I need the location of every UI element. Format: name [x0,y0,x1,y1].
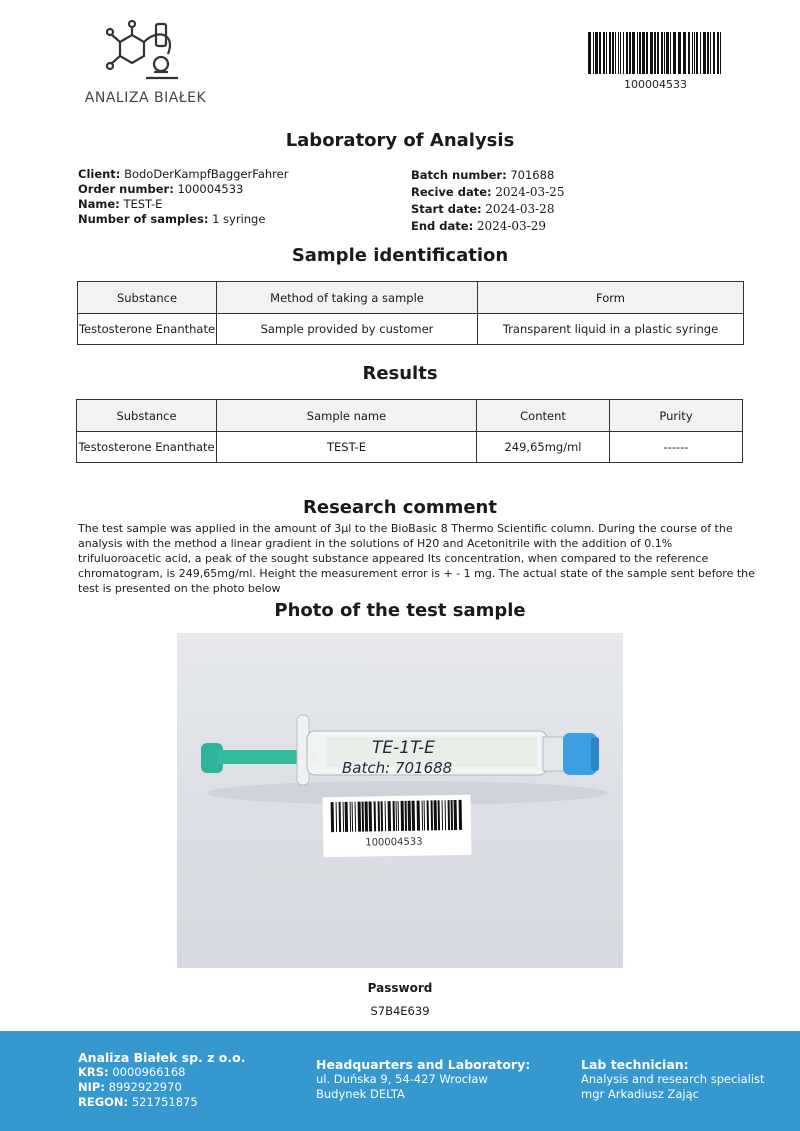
client-value: BodoDerKampfBaggerFahrer [124,167,289,181]
table-header-cell: Purity [610,400,743,432]
receive-date-label: Recive date: [411,185,492,199]
krs-value: 0000966168 [112,1065,186,1079]
syringe-image [177,633,623,968]
barcode-icon [588,32,723,74]
photo-heading: Photo of the test sample [274,600,526,621]
sample-photo [177,633,623,968]
table-row [78,314,744,345]
sample-identification-table [77,281,744,345]
table-header-row [78,282,744,314]
client-label: Client: [78,167,121,181]
table-cell: Testosterone Enanthate [77,432,217,463]
table-cell: 249,65mg/ml [477,432,610,463]
name-value: TEST-E [123,197,163,211]
logo-text: ANALIZA BIAŁEK [84,90,207,106]
batch-info [411,167,564,235]
tech-role: Analysis and research specialist [581,1072,765,1086]
table-header-cell: Substance [77,400,217,432]
headquarters-info [316,1057,530,1102]
batch-label: Batch number: [411,168,507,182]
table-cell: Sample provided by customer [217,314,478,345]
start-date-value: 2024-03-28 [485,202,555,216]
syringe-label-line2: Batch: 701688 [342,759,453,777]
samples-value: 1 syringe [212,212,266,226]
regon-label: REGON: [78,1095,129,1109]
label-barcode-number: 100004533 [365,836,423,849]
hq-address-line1: ul. Duńska 9, 54-427 Wrocław [316,1072,488,1086]
technician-info [581,1057,765,1102]
results-table [76,399,743,463]
nip-value: 8992922970 [108,1080,182,1094]
hq-title: Headquarters and Laboratory: [316,1057,531,1072]
regon-value: 521751875 [131,1095,198,1109]
table-header-row [77,400,743,432]
table-cell: Testosterone Enanthate [78,314,217,345]
name-label: Name: [78,197,120,211]
sample-identification-heading: Sample identification [291,245,509,266]
company-logo [78,20,213,110]
samples-label: Number of samples: [78,212,209,226]
tech-title: Lab technician: [581,1057,689,1072]
table-cell: ------ [610,432,743,463]
molecule-microscope-icon [106,20,186,90]
end-date-value: 2024-03-29 [476,219,547,233]
table-header-cell: Form [478,282,744,314]
table-row [77,432,743,463]
password-label: Password [367,981,433,995]
table-header-cell: Content [477,400,610,432]
password-value: S7B4E639 [370,1004,430,1018]
company-info [78,1050,245,1110]
receive-date-value: 2024-03-25 [495,185,565,199]
page-title: Laboratory of Analysis [285,130,515,151]
research-comment-heading: Research comment [303,497,497,518]
start-date-label: Start date: [411,202,482,216]
research-comment-text: The test sample was applied in the amount of 3µl to the BioBasic 8 Thermo Scientific column. During the course of the analysis with the method a linear gradient in the solutions of H20 and Acetonitrile with the addition of 0.1% trifuluoroacetic acid, a peak of the sought substance appeared Its concentration, when compared to the reference chromatogram, is 249,65mg/ml. Height the measurement error is + - 1 mg. The actual state of the sample sent before the test is presented on the photo below [78,522,755,595]
footer [0,1031,800,1131]
company-name: Analiza Białek sp. z o.o. [78,1050,246,1065]
batch-value: 701688 [510,168,555,182]
results-heading: Results [362,363,438,384]
syringe-label-line1: TE-1T-E [372,738,435,758]
table-header-cell: Sample name [217,400,477,432]
hq-address-line2: Budynek DELTA [316,1087,405,1101]
barcode-number: 100004533 [624,78,687,91]
table-cell: Transparent liquid in a plastic syringe [478,314,744,345]
table-header-cell: Method of taking a sample [217,282,478,314]
table-cell: TEST-E [217,432,477,463]
tech-name: mgr Arkadiusz Zając [581,1087,699,1101]
table-header-cell: Substance [78,282,217,314]
end-date-label: End date: [411,219,474,233]
nip-label: NIP: [78,1080,105,1094]
client-info [78,167,288,227]
krs-label: KRS: [78,1065,109,1079]
order-label: Order number: [78,182,174,196]
order-value: 100004533 [177,182,244,196]
